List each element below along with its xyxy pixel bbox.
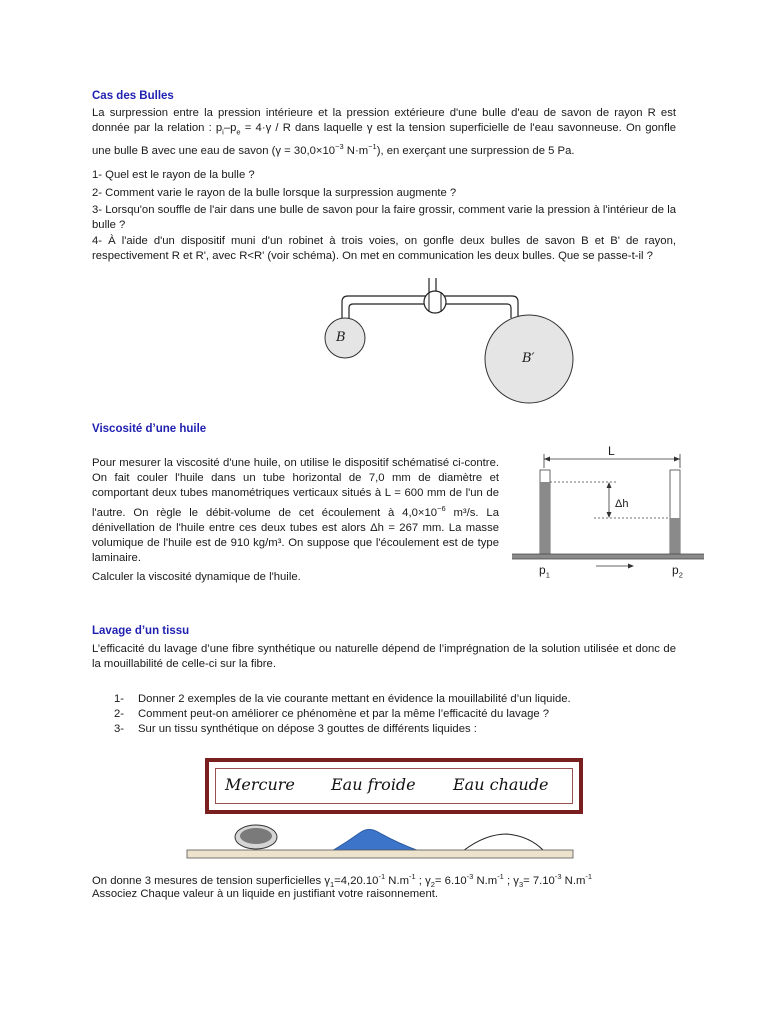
list-item: 3- Sur un tissu synthétique on dépose 3 gouttes de différents liquides : xyxy=(114,723,477,735)
list-item: 1- Donner 2 exemples de la vie courante mettant en évidence la mouillabilité d’un liquide. xyxy=(114,693,571,705)
bulles-question-3: 3- Lorsqu'on souffle de l'air dans une bulle de savon pour la faire grossir, comment varie la pression à l'intérieur de la bulle ? xyxy=(92,204,676,231)
viscosite-paragraph: Pour mesurer la viscosité d'une huile, on utilise le dispositif schématisé ci-contre. On fait couler l'huile dans un tube horizontal de 7,0 mm de diamètre et comportant deux tubes manométriques verticaux situés à L = 600 mm de l'un de l'autre. On règle le débit-volume de cet écoulement à $4,0\times 10^{-6}$ m³/s. La dénivellation de l'huile entre ces deux tubes est alors Δh = 267 mm. La masse volumique de l'huile est de 910 kg/m³. On suppose que l'écoulement est de type laminaire. xyxy=(92,457,499,564)
tension-values: On donne 3 mesures de tension superficielles $\gamma_1=4,20.10^{-1}$ $N.m^{-1}$ ; $\gamma_2= 6.10^{-3}$ $N.m^{-1}$ ; $\gamma_3= 7.10^{-3}$ $N.m^{-1}$ xyxy=(92,872,593,890)
viscosite-question: Calculer la viscosité dynamique de l'huile. xyxy=(92,571,301,583)
section-title-viscosite: Viscosité d’une huile xyxy=(92,423,207,435)
bubbles-diagram xyxy=(318,278,578,408)
list-item: 2- Comment peut-on améliorer ce phénomène et par la même l’efficacité du lavage ? xyxy=(114,708,550,720)
lavage-intro: L’efficacité du lavage d’une fibre synthétique ou naturelle dépend de l’imprégnation de la solution utilisée et donc de la mouillabilité de celle-ci sur la fibre. xyxy=(92,643,676,670)
length-label: L xyxy=(608,444,615,458)
bulles-question-4: 4- À l'aide d'un dispositif muni d'un robinet à trois voies, on gonfle deux bulles de savon B et B' de rayon, respectivement R et R', avec R<R' (voir schéma). On met en communication les deux bulles. Que se passe-t-il ? xyxy=(92,235,676,262)
final-question: Associez Chaque valeur à un liquide en justifiant votre raisonnement. xyxy=(92,888,439,900)
drops-diagram xyxy=(185,820,575,862)
liquids-box xyxy=(205,758,583,814)
bulles-question-2: 2- Comment varie le rayon de la bulle lorsque la surpression augmente ? xyxy=(92,187,457,199)
bulles-intro: La surpression entre la pression intérieure et la pression extérieure d'une bulle d'eau de savon de rayon R est donnée par la relation : $p_i-p_e = 4\cdot\gamma / R$ dans laquelle γ est la tension superficielle de l'eau savonneuse. On gonfle une bulle B avec une eau de savon ($\gamma = 30,0\times 10^{-3}$ $N\cdot m^{-1}$), en exerçant une surpression de 5 Pa. xyxy=(92,107,676,158)
p2-label: $p_2$ xyxy=(672,563,683,580)
p1-label: $p_1$ xyxy=(539,563,550,580)
bubble-b-prime-label: B′ xyxy=(522,351,535,366)
liquid-label-eau-chaude: Eau chaude xyxy=(453,775,549,794)
delta-h-label: Δh xyxy=(615,498,629,510)
liquid-label-eau-froide: Eau froide xyxy=(331,775,416,794)
bulles-question-1: 1- Quel est le rayon de la bulle ? xyxy=(92,169,255,181)
bubble-b-label: B xyxy=(336,330,346,345)
lavage-questions xyxy=(114,692,674,737)
hot-water-drop xyxy=(463,834,543,851)
section-title-bulles: Cas des Bulles xyxy=(92,90,174,102)
section-title-lavage: Lavage d’un tissu xyxy=(92,625,190,637)
liquid-label-mercure: Mercure xyxy=(225,775,295,794)
three-way-valve xyxy=(424,291,446,313)
cold-water-drop xyxy=(332,830,419,852)
fabric-surface xyxy=(187,850,573,858)
